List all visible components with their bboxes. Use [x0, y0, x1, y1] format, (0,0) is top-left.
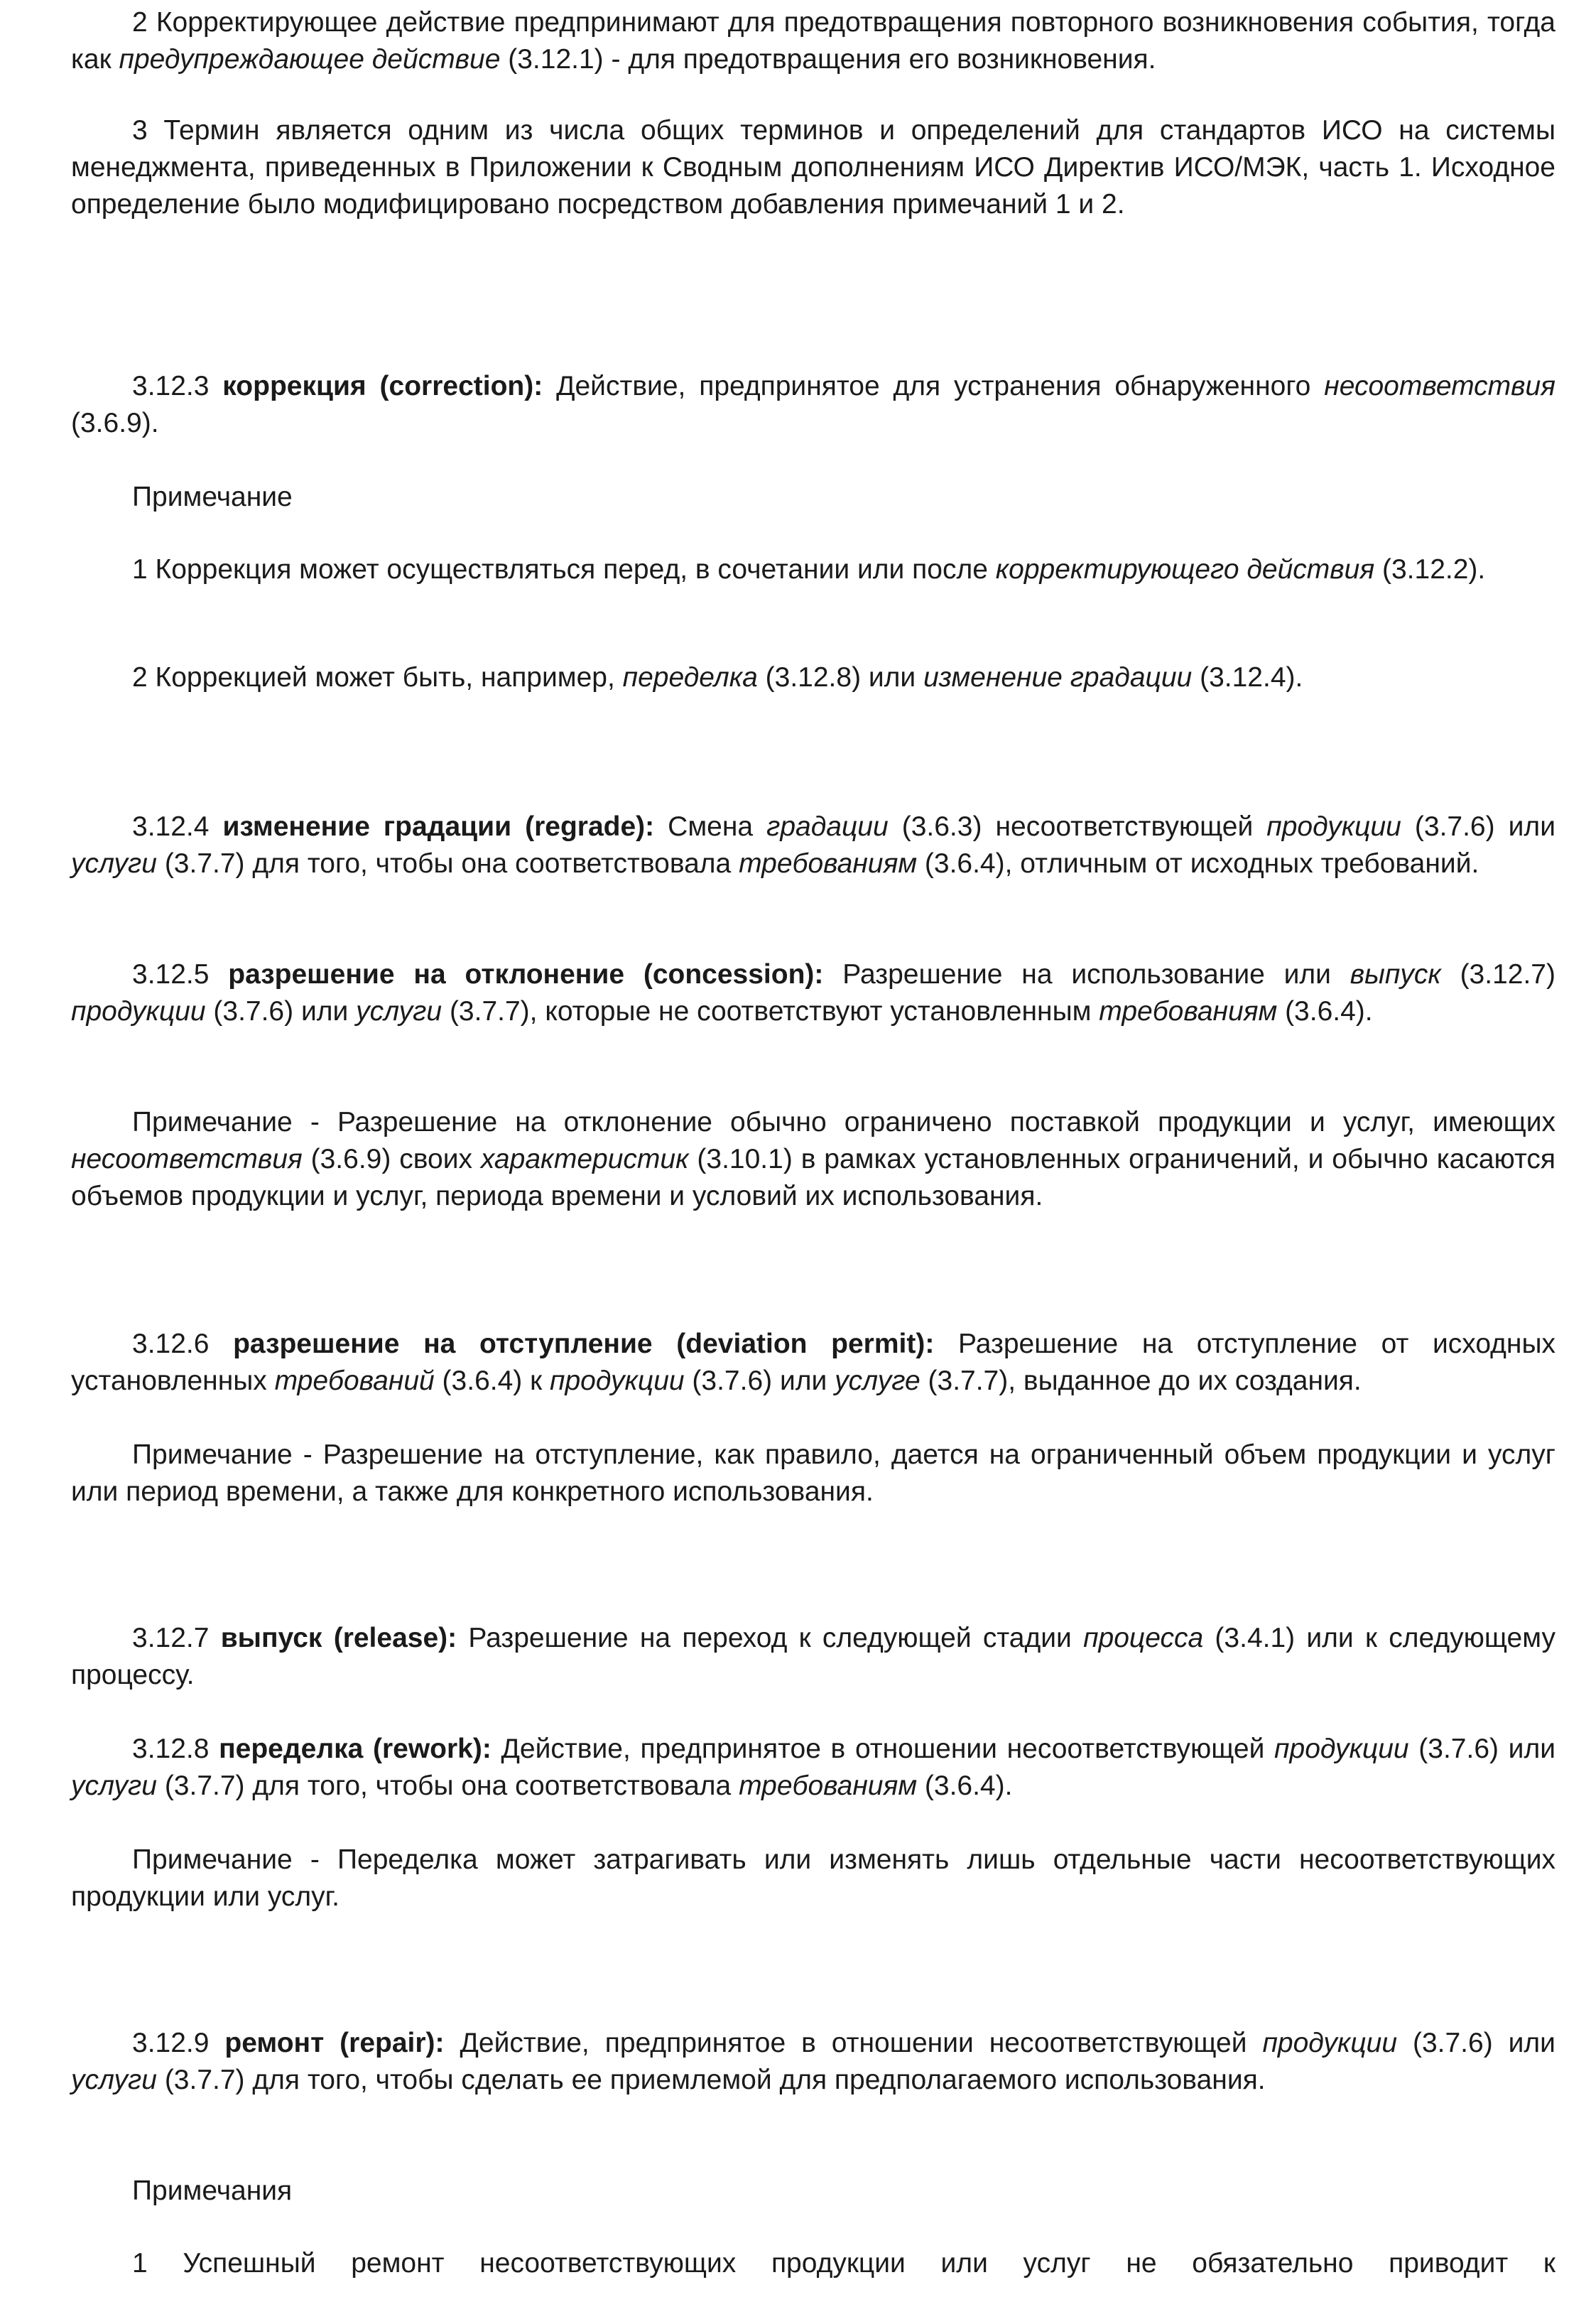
- note-3-term: 3 Термин является одним из числа общих терминов и определений для стандартов ИСО на системы менеджмента, приведенных в Приложении к Сводным дополнениям ИСО Директив ИСО/МЭК, часть 1. Исходное определение было модифицировано посредством добавления примечаний 1 и 2.: [71, 115, 1555, 220]
- note-heading: Примечание: [132, 482, 293, 512]
- term-3-12-4: 3.12.4 изменение градации (regrade): Смена градации (3.6.3) несоответствующей продукции (3.7.6) или услуги (3.7.7) для того, чтобы она соответствовала требованиям (3.6.4), отличным от исходных требований.: [71, 811, 1555, 879]
- note-2-corrective-action: 2 Корректирующее действие предпринимают для предотвращения повторного возникновения события, тогда как предупреждающее действие (3.12.1) - для предотвращения его возникновения.: [71, 7, 1555, 75]
- note-rework: Примечание - Переделка может затрагивать или изменять лишь отдельные части несоответствующих продукции или услуг.: [71, 1844, 1555, 1912]
- note-1-correction: 1 Коррекция может осуществляться перед, в сочетании или после корректирующего действия (3.12.2).: [132, 554, 1486, 585]
- term-3-12-8: 3.12.8 переделка (rework): Действие, предпринятое в отношении несоответствующей продукции (3.7.6) или услуги (3.7.7) для того, чтобы она соответствовала требованиям (3.6.4).: [71, 1734, 1555, 1801]
- note-1-repair: 1 Успешный ремонт несоответствующих продукции или услуг не обязательно приводит к: [132, 2248, 1555, 2279]
- term-3-12-5: 3.12.5 разрешение на отклонение (concession): Разрешение на использование или выпуск (3.12.7) продукции (3.7.6) или услуги (3.7.7), которые не соответствуют установленным требованиям (3.6.4).: [71, 959, 1555, 1027]
- note-concession: Примечание - Разрешение на отклонение обычно ограничено поставкой продукции и услуг, имеющих несоответствия (3.6.9) своих характеристик (3.10.1) в рамках установленных ограничений, и обычно касаются объемов продукции и услуг, периода времени и условий их использования.: [71, 1107, 1555, 1211]
- term-3-12-9: 3.12.9 ремонт (repair): Действие, предпринятое в отношении несоответствующей продукции (3.7.6) или услуги (3.7.7) для того, чтобы сделать ее приемлемой для предполагаемого использования.: [71, 2028, 1555, 2095]
- note-deviation-permit: Примечание - Разрешение на отступление, как правило, дается на ограниченный объем продукции и услуг или период времени, а также для конкретного использования.: [71, 1439, 1555, 1507]
- term-3-12-6: 3.12.6 разрешение на отступление (deviation permit): Разрешение на отступление от исходных установленных требований (3.6.4) к продукции (3.7.6) или услуге (3.7.7), выданное до их создания.: [71, 1329, 1555, 1396]
- note-2-correction: 2 Коррекцией может быть, например, переделка (3.12.8) или изменение градации (3.12.4).: [132, 662, 1303, 693]
- notes-heading: Примечания: [132, 2176, 293, 2206]
- term-3-12-3: 3.12.3 коррекция (correction): Действие, предпринятое для устранения обнаруженного несоответствия (3.6.9).: [71, 371, 1555, 438]
- term-3-12-7: 3.12.7 выпуск (release): Разрешение на переход к следующей стадии процесса (3.4.1) или к следующему процессу.: [71, 1623, 1555, 1690]
